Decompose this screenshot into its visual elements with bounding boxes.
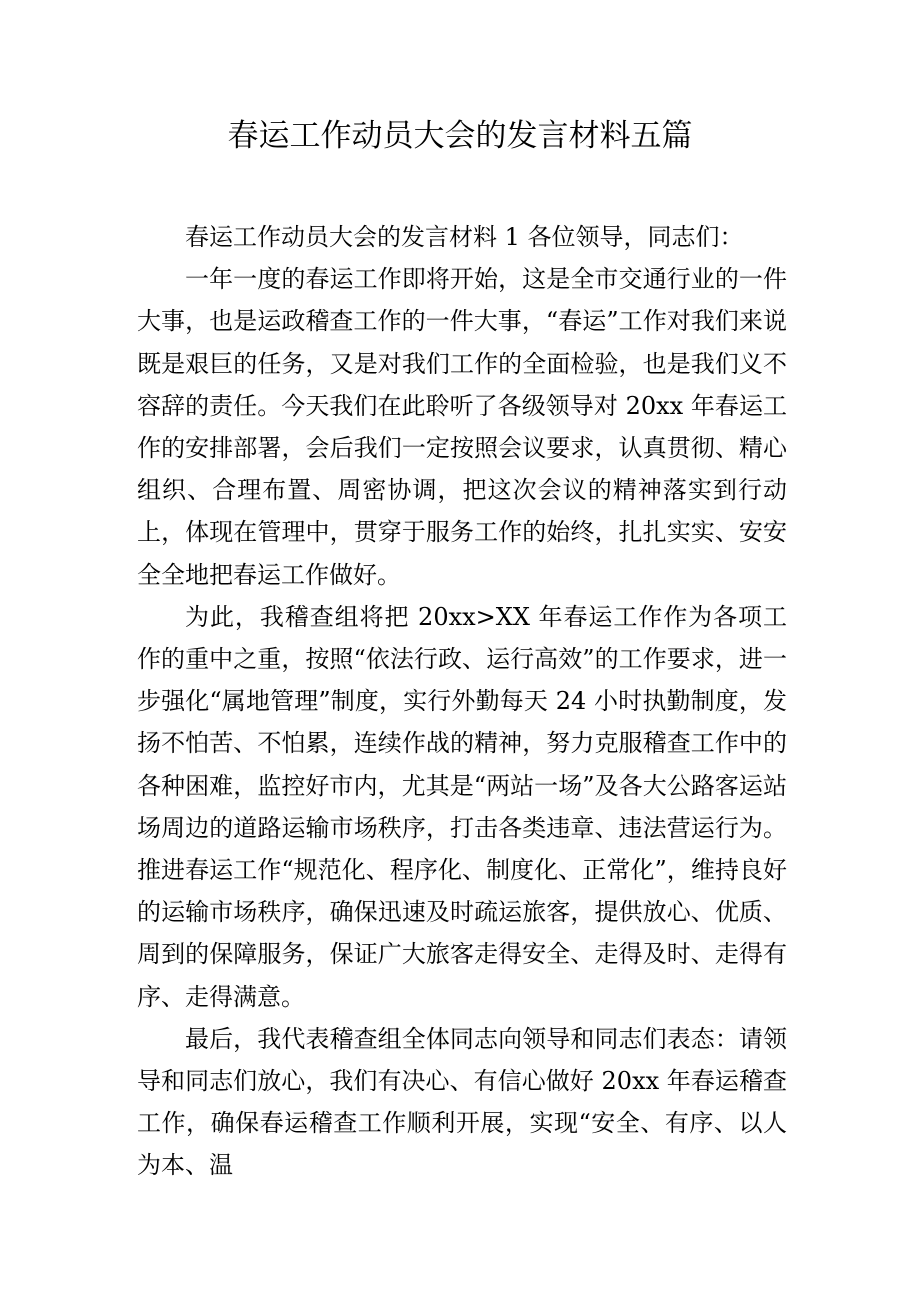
document-body [137, 216, 787, 1187]
paragraph-introduction: 一年一度的春运工作即将开始，这是全市交通行业的一件大事，也是运政稽查工作的一件大事，“春运”工作对我们来说既是艰巨的任务，又是对我们工作的全面检验，也是我们义不容辞的责任。今天我们在此聆听了各级领导对 20xx 年春运工作的安排部署，会后我们一定按照会议要求，认真贯彻、精心组织、合理布置、周密协调，把这次会议的精神落实到行动上，体现在管理中，贯穿于服务工作的始终，扎扎实实、安安全全地把春运工作做好。 [137, 265, 787, 589]
paragraph-opening: 春运工作动员大会的发言材料 1 各位领导，同志们： [185, 223, 744, 251]
document-title: 春运工作动员大会的发言材料五篇 [227, 118, 693, 154]
paragraph-closing: 最后，我代表稽查组全体同志向领导和同志们表态：请领导和同志们放心，我们有决心、有信心做好 20xx 年春运稽查工作，确保春运稽查工作顺利开展，实现“安全、有序、以人为本、温 [137, 1024, 787, 1180]
paragraph-commitments: 为此，我稽查组将把 20xx>XX 年春运工作作为各项工作的重中之重，按照“依法行政、运行高效”的工作要求，进一步强化“属地管理”制度，实行外勤每天 24 小时执勤制度，发扬不怕苦、不怕累，连续作战的精神，努力克服稽查工作中的各种困难，监控好市内，尤其是“两站一场”及各大公路客运站场周边的道路运输市场秩序，打击各类违章、违法营运行为。推进春运工作“规范化、程序化、制度化、正常化”，维持良好的运输市场秩序，确保迅速及时疏运旅客，提供放心、优质、周到的保障服务，保证广大旅客走得安全、走得及时、走得有序、走得满意。 [137, 602, 787, 1011]
